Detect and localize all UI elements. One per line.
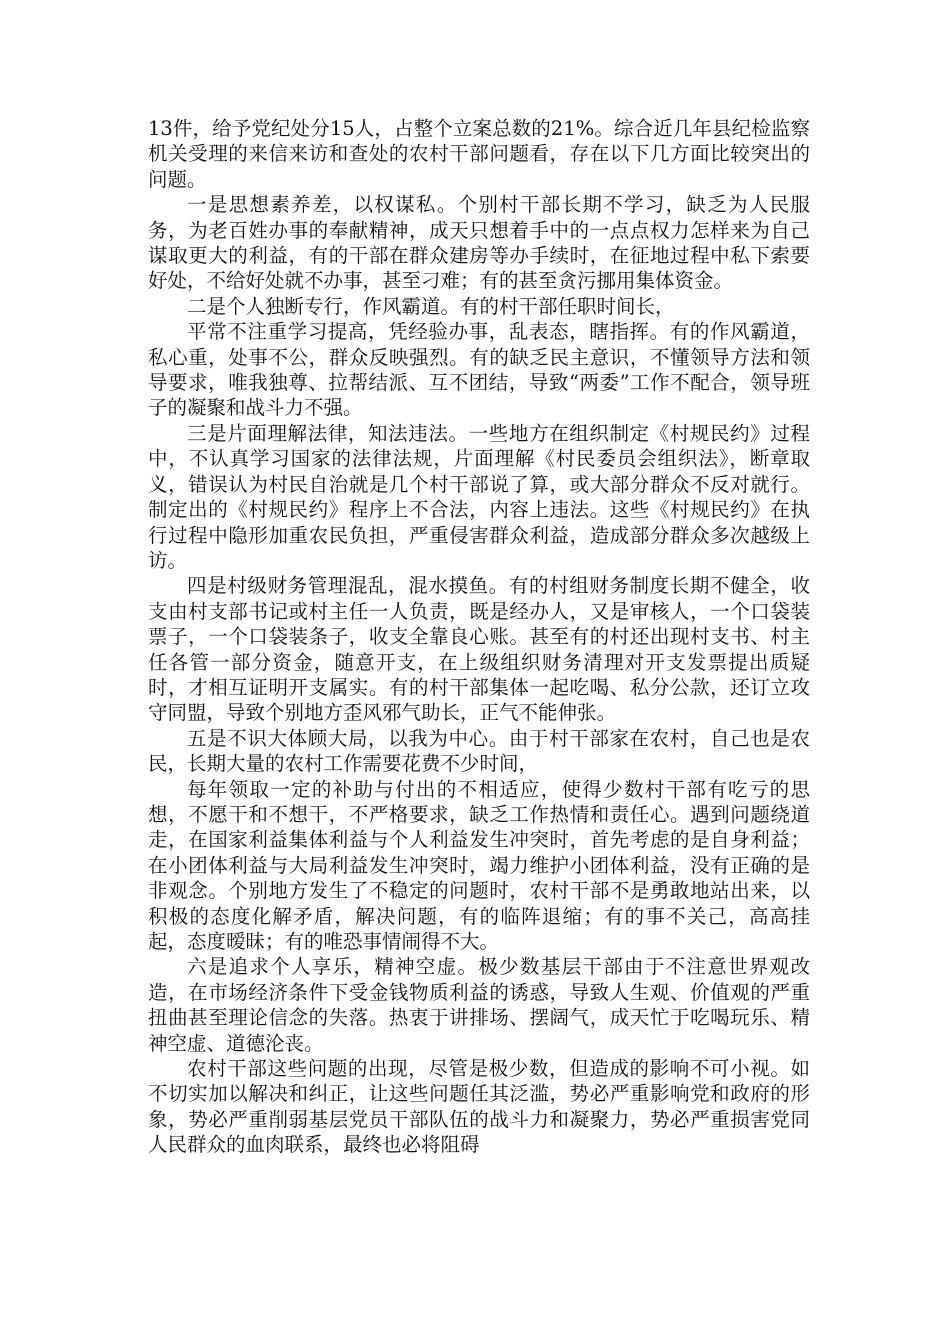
paragraph-5: 三是片面理解法律，知法违法。一些地方在组织制定《村规民约》过程中，不认真学习国家的法律法规，片面理解《村民委员会组织法》，断章取义，错误认为村民自治就是几个村干部说了算，或大部分群众不反对就行。制定出的《村规民约》程序上不合法，内容上违法。这些《村规民约》在执行过程中隐形加重农民负担，严重侵害群众利益，造成部分群众多次越级上访。 [148, 421, 810, 572]
paragraph-9: 六是追求个人享乐，精神空虚。极少数基层干部由于不注意世界观改造，在市场经济条件下受金钱物质利益的诱惑，导致人生观、价值观的严重扭曲甚至理论信念的失落。热衷于讲排场、摆阔气，成天忙于吃喝玩乐、精神空虚、道德沦丧。 [148, 955, 810, 1055]
paragraph-4: 平常不注重学习提高，凭经验办事，乱表态，瞎指挥。有的作风霸道，私心重，处事不公，群众反映强烈。有的缺乏民主意识，不懂领导方法和领导要求，唯我独尊、拉帮结派、互不团结，导致“两委”工作不配合，领导班子的凝聚和战斗力不强。 [148, 320, 810, 420]
paragraph-6: 四是村级财务管理混乱，混水摸鱼。有的村组财务制度长期不健全，收支由村支部书记或村主任一人负责，既是经办人，又是审核人，一个口袋装票子，一个口袋装条子，收支全靠良心账。甚至有的村还出现村支书、村主任各管一部分资金，随意开支，在上级组织财务清理对开支发票提出质疑时，才相互证明开支属实。有的村干部集体一起吃喝、私分公款，还订立攻守同盟，导致个别地方歪风邪气助长，正气不能伸张。 [148, 574, 810, 725]
paragraph-2: 一是思想素养差，以权谋私。个别村干部长期不学习，缺乏为人民服务，为老百姓办事的奉献精神，成天只想着手中的一点点权力怎样来为自己谋取更大的利益，有的干部在群众建房等办手续时，在征地过程中私下索要好处，不给好处就不办事，甚至刁难；有的甚至贪污挪用集体资金。 [148, 193, 810, 293]
document-body [148, 116, 810, 1158]
paragraph-10: 农村干部这些问题的出现，尽管是极少数，但造成的影响不可小视。如不切实加以解决和纠正，让这些问题任其泛滥，势必严重影响党和政府的形象，势必严重削弱基层党员干部队伍的战斗力和凝聚力，势必严重损害党同人民群众的血肉联系，最终也必将阻碍 [148, 1057, 810, 1157]
paragraph-1: 13件，给予党纪处分15人，占整个立案总数的21%。综合近几年县纪检监察机关受理的来信来访和查处的农村干部问题看，存在以下几方面比较突出的问题。 [148, 117, 810, 191]
paragraph-8: 每年领取一定的补助与付出的不相适应，使得少数村干部有吃亏的思想，不愿干和不想干，不严格要求，缺乏工作热情和责任心。遇到问题绕道走，在国家利益集体利益与个人利益发生冲突时，首先考虑的是自身利益；在小团体利益与大局利益发生冲突时，竭力维护小团体利益，没有正确的是非观念。个别地方发生了不稳定的问题时，农村干部不是勇敢地站出来，以积极的态度化解矛盾，解决问题，有的临阵退缩；有的事不关己，高高挂起，态度暧昧；有的唯恐事情闹得不大。 [148, 777, 810, 953]
paragraph-7: 五是不识大体顾大局，以我为中心。由于村干部家在农村，自己也是农民，长期大量的农村工作需要花费不少时间， [148, 726, 810, 776]
paragraph-3: 二是个人独断专行，作风霸道。有的村干部任职时间长， [187, 294, 675, 318]
